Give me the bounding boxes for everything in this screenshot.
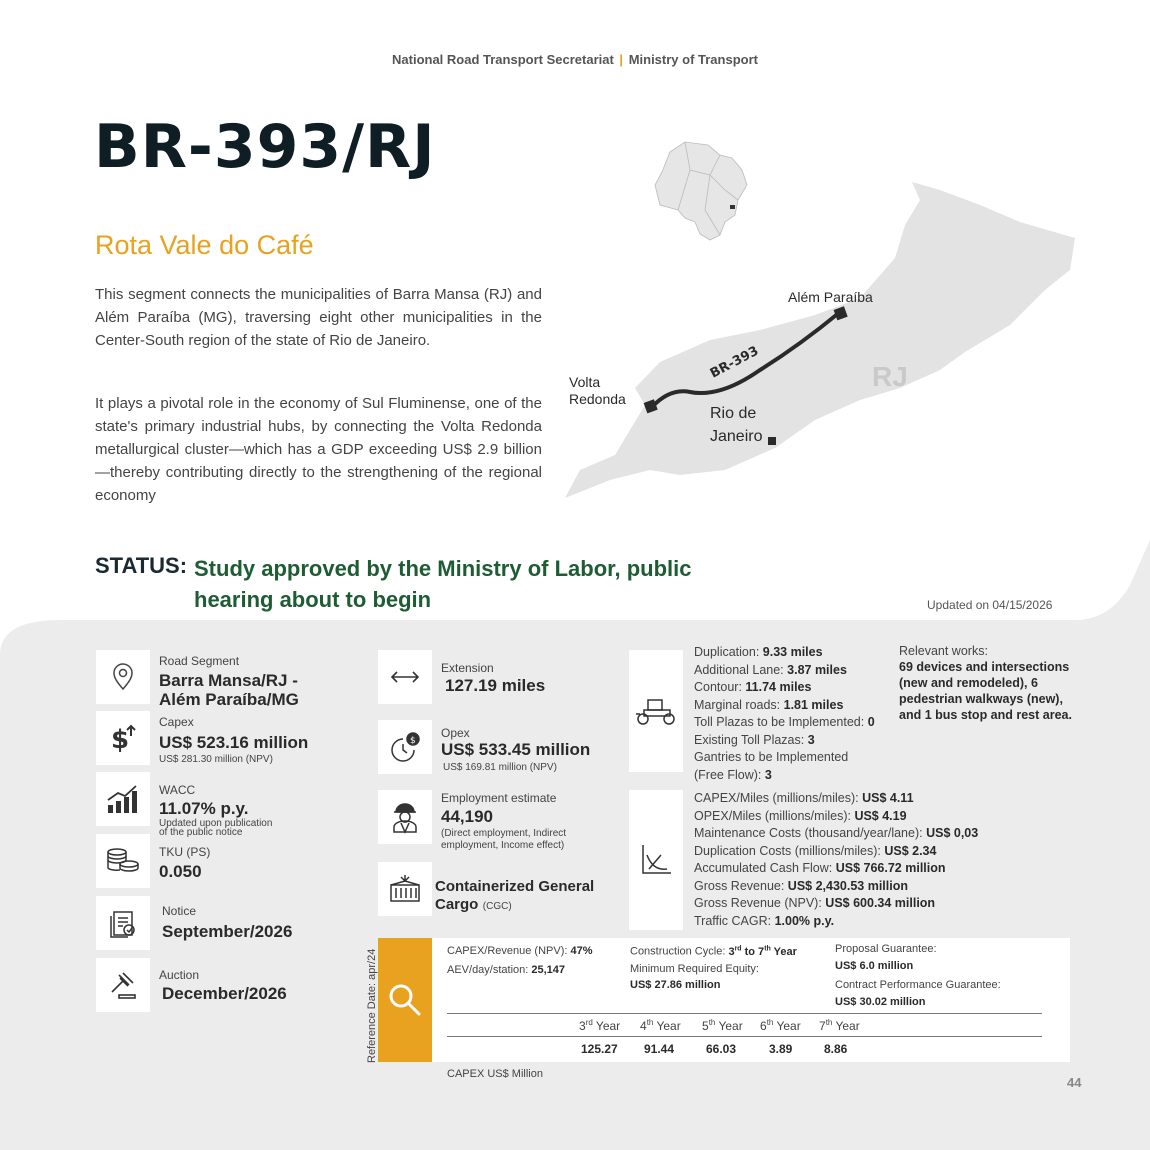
works-list <box>694 644 875 784</box>
financial-item: Gross Revenue (NPV): US$ 600.34 million <box>694 896 936 910</box>
reference-date-vertical: Reference Date: apr/24 <box>366 948 378 1063</box>
relevant-works <box>899 643 1072 723</box>
extension-arrows-icon <box>378 650 432 704</box>
construction-cycle: Construction Cycle: 3rd to 7th Year <box>630 945 797 958</box>
capex-label: Capex <box>159 715 194 729</box>
road-roller-icon <box>629 650 683 772</box>
brazil-inset-map <box>655 142 747 240</box>
coin-stack-icon <box>96 834 150 888</box>
volta-redonda-label-2: Redonda <box>569 391 626 407</box>
page-number: 44 <box>1067 1075 1082 1090</box>
intro-paragraph: This segment connects the municipalities of Barra Mansa (RJ) and Além Paraíba (MG), traversing eight other municipalities in the Center-South region of the state of Rio de Janeiro. <box>95 286 542 349</box>
worker-helmet-icon <box>378 790 432 844</box>
capex-npv: US$ 281.30 million (NPV) <box>159 754 273 765</box>
works-item: Existing Toll Plazas: 3 <box>694 732 815 747</box>
notice-label: Notice <box>162 904 197 918</box>
rio-de-janeiro-label-1: Rio de <box>710 405 757 422</box>
rio-de-janeiro-label-2: Janeiro <box>710 428 763 445</box>
construction-cycle-value: 3rd to 7th Year <box>728 945 797 958</box>
br393-road-label: BR-393 <box>707 343 762 382</box>
wacc-value: 11.07% p.y. <box>159 799 249 818</box>
capex-table-top-rule <box>447 1013 1042 1014</box>
page-title: BR-393/RJ <box>94 112 436 182</box>
alem-paraiba-label: Além Paraíba <box>788 289 873 305</box>
contract-guarantee-label: Contract Performance Guarantee: <box>835 979 1001 991</box>
wacc-note-1: Updated upon publication <box>159 818 273 829</box>
employment-note-2: employment, Income effect) <box>441 840 565 851</box>
bar-chart-growth-icon <box>96 772 150 826</box>
capex-year-header: 5th Year <box>702 1018 743 1033</box>
works-item: Contour: 11.74 miles <box>694 680 812 694</box>
location-pin-icon <box>96 650 150 704</box>
page-header <box>0 52 1150 67</box>
relevant-works-line: and 1 bus stop and rest area. <box>899 708 1072 722</box>
financials-list <box>694 790 978 930</box>
relevant-works-line: (new and remodeled), 6 <box>899 676 1038 690</box>
financial-item: Maintenance Costs (thousand/year/lane): US$ 0,03 <box>694 826 979 840</box>
updated-date: Updated on 04/15/2026 <box>927 598 1053 612</box>
contract-guarantee-value: US$ 30.02 million <box>835 996 926 1008</box>
relevant-works-line: 69 devices and intersections <box>899 660 1070 674</box>
financial-item: Accumulated Cash Flow: US$ 766.72 million <box>694 861 946 875</box>
chart-axes-icon <box>629 790 683 930</box>
rio-de-janeiro-marker <box>768 437 776 445</box>
employment-value: 44,190 <box>441 807 493 826</box>
proposal-guarantee-value: US$ 6.0 million <box>835 960 914 972</box>
road-segment-value-1: Barra Mansa/RJ - <box>159 671 298 690</box>
cargo-value-2-row <box>435 896 512 914</box>
cargo-value-1: Containerized General <box>435 878 595 895</box>
rj-state-shape <box>565 182 1075 498</box>
capex-year-value: 66.03 <box>706 1042 737 1056</box>
rj-state-label: RJ <box>872 361 908 392</box>
relevant-works-label: Relevant works: <box>899 644 988 658</box>
page-subtitle: Rota Vale do Café <box>95 230 314 260</box>
employment-label: Employment estimate <box>441 791 557 805</box>
employment-note-1: (Direct employment, Indirect <box>441 828 567 839</box>
road-segment-value-2: Além Paraíba/MG <box>159 690 299 709</box>
works-item: Duplication: 9.33 miles <box>694 645 823 659</box>
works-item: (Free Flow): 3 <box>694 767 772 782</box>
capex-year-header: 7th Year <box>819 1018 860 1033</box>
container-cargo-icon <box>378 862 432 916</box>
financial-item: CAPEX/Miles (millions/miles): US$ 4.11 <box>694 791 914 805</box>
financial-item: Traffic CAGR: 1.00% p.y. <box>694 913 835 928</box>
notice-document-icon <box>96 896 150 950</box>
proposal-guarantee-label: Proposal Guarantee: <box>835 943 937 955</box>
status-text: Study approved by the Ministry of Labor, public hearing about to begin <box>194 556 692 612</box>
capex-year-value: 8.86 <box>824 1042 848 1056</box>
capex-revenue: CAPEX/Revenue (NPV): 47% <box>447 945 593 957</box>
financial-item: OPEX/Miles (millions/miles): US$ 4.19 <box>694 808 907 823</box>
svg-text:$: $ <box>111 725 130 754</box>
capex-year-value: 125.27 <box>581 1042 618 1056</box>
tku-label: TKU (PS) <box>159 845 211 859</box>
relevant-works-line: pedestrian walkways (new), <box>899 692 1063 706</box>
works-item: Additional Lane: 3.87 miles <box>694 662 847 677</box>
capex-year-header: 4th Year <box>640 1018 681 1033</box>
tku-value: 0.050 <box>159 862 202 881</box>
wacc-note-2: of the public notice <box>159 827 243 838</box>
route-map <box>560 130 1100 510</box>
dollar-up-icon <box>96 711 150 765</box>
status-label: STATUS: <box>95 553 188 578</box>
extension-value: 127.19 miles <box>445 676 546 695</box>
auction-gavel-icon <box>96 958 150 1012</box>
header-left: National Road Transport Secretariat <box>392 52 614 67</box>
wacc-label: WACC <box>159 783 196 797</box>
capex-year-header: 3rd Year <box>579 1018 621 1033</box>
road-segment-label: Road Segment <box>159 654 240 668</box>
equity-label: Minimum Required Equity: <box>630 963 759 975</box>
capex-caption: CAPEX US$ Million <box>447 1068 543 1080</box>
aev-station: AEV/day/station: 25,147 <box>447 964 566 976</box>
capex-year-value: 3.89 <box>769 1042 793 1056</box>
equity-value: US$ 27.86 million <box>630 979 721 991</box>
extension-label: Extension <box>441 661 494 675</box>
financial-item: Duplication Costs (millions/miles): US$ 2.34 <box>694 843 937 858</box>
financial-item: Gross Revenue: US$ 2,430.53 million <box>694 878 908 893</box>
opex-value: US$ 533.45 million <box>441 740 591 759</box>
works-item: Marginal roads: 1.81 miles <box>694 697 844 712</box>
cargo-abbr: (CGC) <box>482 901 512 912</box>
auction-value: December/2026 <box>162 984 287 1003</box>
opex-npv: US$ 169.81 million (NPV) <box>443 762 557 773</box>
notice-value: September/2026 <box>162 922 293 941</box>
reference-search-tile <box>378 938 432 1062</box>
header-right: Ministry of Transport <box>628 52 758 67</box>
svg-text:$: $ <box>410 736 416 746</box>
works-item: Gantries to be Implemented <box>694 750 849 764</box>
capex-value: US$ 523.16 million <box>159 733 309 752</box>
auction-label: Auction <box>159 968 200 982</box>
header-separator: | <box>619 52 624 67</box>
magnifier-icon <box>385 980 425 1020</box>
opex-clock-dollar-icon <box>378 720 432 774</box>
capex-table-mid-rule <box>447 1036 1042 1037</box>
cargo-value-2: Cargo <box>435 896 479 913</box>
volta-redonda-label-1: Volta <box>569 374 601 390</box>
capex-year-value: 91.44 <box>644 1042 675 1056</box>
opex-label: Opex <box>441 726 470 740</box>
works-item: Toll Plazas to be Implemented: 0 <box>694 715 875 729</box>
economy-paragraph: It plays a pivotal role in the economy of Sul Fluminense, one of the state's primary industrial hubs, by connecting the Volta Redonda metallurgical cluster—which has a GDP exceeding US$ 2.9 billion—thereby contributing directly to the strengthening of the regional economy <box>95 395 542 504</box>
capex-year-header: 6th Year <box>760 1018 801 1033</box>
